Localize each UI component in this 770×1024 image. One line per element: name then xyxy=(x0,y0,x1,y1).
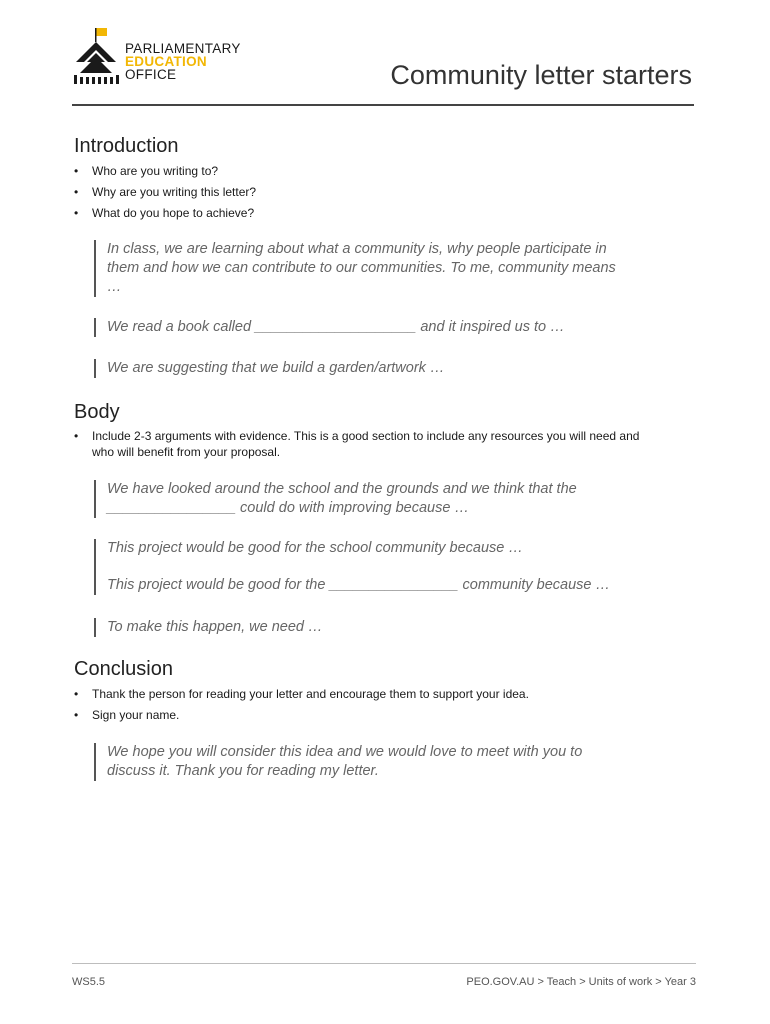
header-divider xyxy=(72,104,694,106)
quote-text: In class, we are learning about what a community is, why people participate in them and how we can contribute to our communities. To me, community means … xyxy=(107,241,616,295)
footer-breadcrumb: PEO.GOV.AU > Teach > Units of work > Year 3 xyxy=(466,976,696,988)
logo-wordmark xyxy=(125,42,241,81)
quote-text: We read a book called ____________________ and it inspired us to … xyxy=(107,319,565,335)
logo-line-3: OFFICE xyxy=(125,67,177,82)
letter-starter-quote xyxy=(94,618,647,637)
quote-text: We have looked around the school and the grounds and we think that the ________________ could do with improving because … xyxy=(107,481,577,516)
peo-logo xyxy=(72,27,272,89)
worksheet-code: WS5.5 xyxy=(72,976,106,988)
logo-line-1: PARLIAMENTARY xyxy=(125,41,241,56)
letter-starter-quote xyxy=(94,359,647,378)
conclusion-bullets xyxy=(74,686,664,728)
footer-divider xyxy=(72,963,696,964)
introduction-heading: Introduction xyxy=(74,135,179,157)
list-item: • Include 2-3 arguments with evidence. This is a good section to include any resources you will need and who will benefit from your proposal. xyxy=(74,428,664,460)
letter-starter-quote xyxy=(94,318,647,337)
parliament-house-icon xyxy=(72,27,122,89)
list-item: • What do you hope to achieve? xyxy=(74,205,664,221)
list-item: • Sign your name. xyxy=(74,707,664,723)
page-title: Community letter starters xyxy=(390,60,692,90)
quote-text: This project would be good for the ________________ community because … xyxy=(107,577,610,593)
letter-starter-quote xyxy=(94,480,632,518)
letter-starter-quote xyxy=(94,539,647,595)
conclusion-heading: Conclusion xyxy=(74,658,173,680)
letter-starter-quote xyxy=(94,240,632,297)
body-heading: Body xyxy=(74,401,120,423)
body-bullets xyxy=(74,428,664,465)
introduction-bullets xyxy=(74,163,664,226)
quote-text: We are suggesting that we build a garden/artwork … xyxy=(107,360,445,376)
letter-starter-quote xyxy=(94,743,632,781)
quote-text: We hope you will consider this idea and we would love to meet with you to discuss it. Thank you for reading my letter. xyxy=(107,744,583,779)
list-item: • Who are you writing to? xyxy=(74,163,664,179)
quote-text: This project would be good for the school community because … xyxy=(107,540,523,556)
list-item: • Why are you writing this letter? xyxy=(74,184,664,200)
logo-line-2: EDUCATION xyxy=(125,54,207,69)
list-item: • Thank the person for reading your letter and encourage them to support your idea. xyxy=(74,686,664,702)
quote-text: To make this happen, we need … xyxy=(107,619,323,635)
